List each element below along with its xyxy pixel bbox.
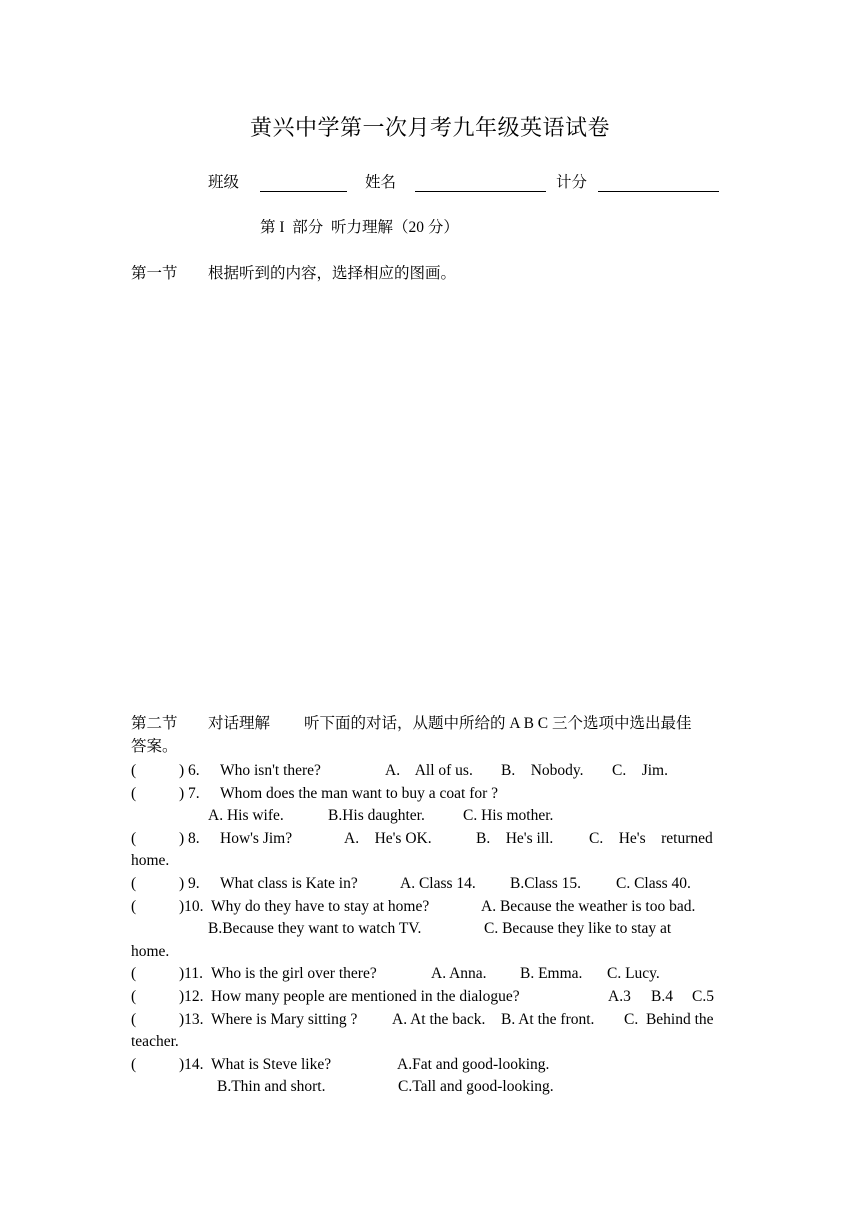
- option-a: A.Fat and good-looking.: [397, 1056, 550, 1073]
- question-number: )11.: [179, 965, 203, 982]
- option-b: B. He's ill.: [476, 830, 554, 847]
- part1-heading: 第 I 部分 听力理解（20 分）: [260, 219, 459, 236]
- section1-text: 根据听到的内容，选择相应的图画。: [208, 265, 457, 282]
- option-a: A. Anna.: [431, 965, 487, 982]
- page-title: 黄兴中学第一次月考九年级英语试卷: [249, 115, 610, 140]
- question-number: ) 6.: [179, 762, 200, 779]
- option-c: C. Because they like to stay at: [484, 920, 672, 937]
- section2-instruction: 听下面的对话，从题中所给的 A B C 三个选项中选出最佳: [304, 715, 692, 732]
- answer-paren[interactable]: (: [131, 965, 137, 982]
- question-stem: Where is Mary sitting ?: [211, 1011, 358, 1028]
- option-a: A.3: [608, 988, 631, 1005]
- answer-paren[interactable]: (: [131, 1056, 137, 1073]
- option-c: C.5: [692, 988, 714, 1005]
- question-stem: What is Steve like?: [211, 1056, 332, 1073]
- question-stem: Why do they have to stay at home?: [211, 898, 430, 915]
- option-c: C. Lucy.: [607, 965, 660, 982]
- answer-paren[interactable]: (: [131, 875, 137, 892]
- question-number: ) 9.: [179, 875, 200, 892]
- question-number: )10.: [179, 898, 204, 915]
- question-number: )14.: [179, 1056, 204, 1073]
- option-c: C. He's returned: [589, 830, 713, 847]
- class-label: 班级: [208, 174, 240, 191]
- option-b: B.Because they want to watch TV.: [208, 920, 422, 937]
- section1-label: 第一节: [131, 265, 178, 282]
- section2-label: 第二节: [131, 715, 178, 732]
- class-blank[interactable]: [260, 191, 347, 192]
- question-stem: What class is Kate in?: [220, 875, 358, 892]
- option-c: C.Tall and good-looking.: [398, 1078, 554, 1095]
- option-c: C. His mother.: [463, 807, 554, 824]
- question-number: )13.: [179, 1011, 204, 1028]
- question-stem: How's Jim?: [220, 830, 293, 847]
- option-c-continued: home.: [131, 852, 170, 869]
- option-c-continued: teacher.: [131, 1033, 179, 1050]
- answer-paren[interactable]: (: [131, 1011, 137, 1028]
- option-b: B. Nobody.: [501, 762, 584, 779]
- name-label: 姓名: [365, 174, 397, 191]
- section2-title: 对话理解: [208, 715, 271, 732]
- option-a: A. At the back.: [392, 1011, 486, 1028]
- question-number: ) 7.: [179, 785, 200, 802]
- question-stem: How many people are mentioned in the dialogue?: [211, 988, 520, 1005]
- option-a: A. He's OK.: [344, 830, 432, 847]
- option-c: C. Class 40.: [616, 875, 691, 892]
- score-label: 计分: [556, 174, 588, 191]
- option-c: C. Jim.: [612, 762, 668, 779]
- answer-paren[interactable]: (: [131, 785, 137, 802]
- option-a: A. Because the weather is too bad.: [481, 898, 696, 915]
- option-c: C. Behind the: [624, 1011, 714, 1028]
- option-a: A. Class 14.: [400, 875, 476, 892]
- option-a: A. All of us.: [385, 762, 473, 779]
- answer-paren[interactable]: (: [131, 762, 137, 779]
- question-number: )12.: [179, 988, 204, 1005]
- question-stem: Who isn't there?: [220, 762, 321, 779]
- option-c-continued: home.: [131, 943, 170, 960]
- question-stem: Whom does the man want to buy a coat for ?: [220, 785, 499, 802]
- name-blank[interactable]: [415, 191, 546, 192]
- option-b: B.His daughter.: [328, 807, 425, 824]
- score-blank[interactable]: [598, 191, 719, 192]
- option-b: B. At the front.: [501, 1011, 595, 1028]
- answer-paren[interactable]: (: [131, 898, 137, 915]
- option-b: B.Thin and short.: [217, 1078, 326, 1095]
- question-stem: Who is the girl over there?: [211, 965, 377, 982]
- option-a: A. His wife.: [208, 807, 284, 824]
- option-b: B. Emma.: [520, 965, 583, 982]
- question-number: ) 8.: [179, 830, 200, 847]
- option-b: B.Class 15.: [510, 875, 582, 892]
- option-b: B.4: [651, 988, 673, 1005]
- answer-paren[interactable]: (: [131, 988, 137, 1005]
- answer-paren[interactable]: (: [131, 830, 137, 847]
- section2-instruction-cont: 答案。: [131, 738, 178, 755]
